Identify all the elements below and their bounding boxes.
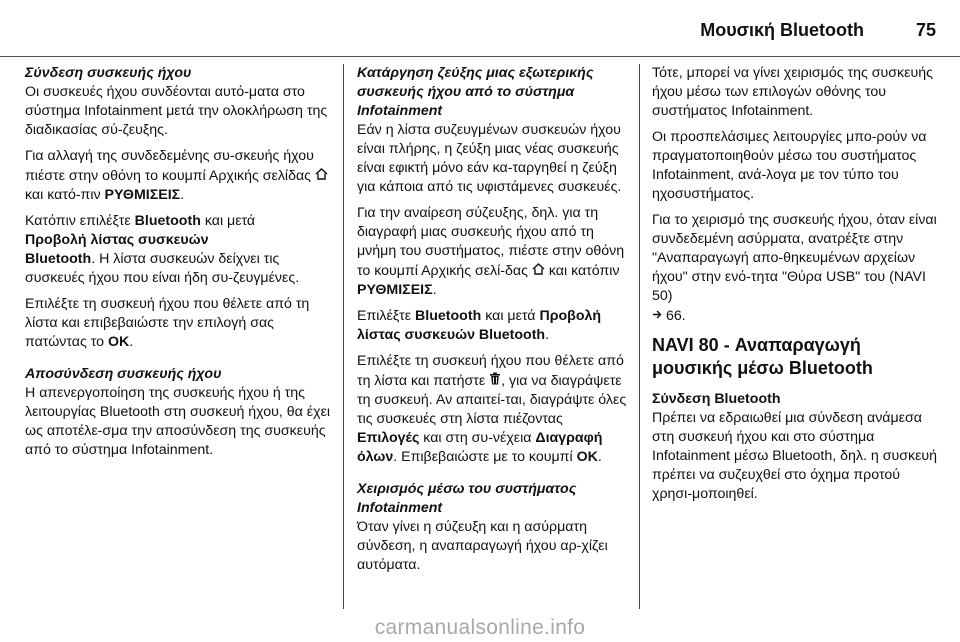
- connect-paragraph: Οι συσκευές ήχου συνδέονται αυτό-ματα στο σύστημα Infotainment μετά την ολοκλήρωση της διαδικασίας σύ-ζευξης.: [25, 84, 328, 138]
- bt-connect-heading: Σύνδεση Bluetooth: [652, 391, 781, 407]
- device-list-label-2: Bluetooth: [25, 251, 92, 267]
- home-icon: [532, 263, 545, 278]
- bluetooth-label: Bluetooth: [134, 213, 201, 229]
- column-2: [357, 64, 627, 582]
- operate-paragraph: Όταν γίνει η σύζευξη και η ασύρματη σύνδεση, η αναπαραγωγή ήχου αρ-χίζει αυτόματα.: [357, 519, 608, 573]
- ok-label: OK: [576, 449, 598, 465]
- column-3: [652, 64, 942, 511]
- select-list-paragraph: Κατόπιν επιλέξτε Bluetooth και μετά Προβολή λίστας συσκευών Bluetooth. Η λίστα συσκευών δείχνει τις συσκευές ήχου που είναι ήδη συ-ζευγμένες.: [25, 213, 300, 286]
- column-1: [25, 64, 331, 467]
- select-device-paragraph: Επιλέξτε τη συσκευή ήχου που θέλετε από τη λίστα και επιβεβαιώστε την επιλογή σας πατώντας το OK.: [25, 296, 310, 350]
- delete-all-label: Διαγραφή όλων: [357, 430, 603, 465]
- change-text-start: Για αλλαγή της συνδεδεμένης συ-σκευής ήχου πιέστε στην οθόνη το κουμπί Αρχικής σελίδας: [25, 148, 315, 184]
- navi80-heading: NAVI 80 - Αναπαραγωγή μουσικής μέσω Bluetooth: [652, 335, 873, 378]
- device-list-label: Προβολή λίστας συσκευών: [25, 232, 209, 248]
- reference-arrow-icon: [652, 308, 662, 323]
- disconnect-heading: Αποσύνδεση συσκευής ήχου: [25, 366, 222, 382]
- column-divider-2: [639, 64, 640, 609]
- change-device-paragraph: Για αλλαγή της συνδεδεμένης συ-σκευής ήχου πιέστε στην οθόνη το κουμπί Αρχικής σελίδας και κατό-πιν ΡΥΘΜΙΣΕΙΣ.: [25, 147, 331, 205]
- delete-device-paragraph: Επιλέξτε τη συσκευή ήχου που θέλετε από τη λίστα και πατήστε , για να διαγράψετε τη συσκευή. Αν απαιτεί-ται, διαγράψτε όλες τις συσκευές στη λίστα πιέζοντας Επιλογές και στη συ-νέχεια Διαγραφή όλων. Επιβεβαιώστε με το κουμπί OK.: [357, 353, 627, 465]
- settings-label: ΡΥΘΜΙΣΕΙΣ: [357, 282, 433, 298]
- unpair-heading: Κατάργηση ζεύξης μιας εξωτερικής συσκευής ήχου από το σύστημα Infotainment: [357, 65, 594, 119]
- home-icon: [315, 168, 328, 183]
- bt-connect-paragraph: Πρέπει να εδραιωθεί μια σύνδεση ανάμεσα στη συσκευή ήχου και στο σύστημα Infotainment μέσω Bluetooth, δηλ. η συσκευή πρέπει να συζευχθεί στο όχημα προτού χρησι-μοποιηθεί.: [652, 410, 938, 502]
- settings-label: ΡΥΘΜΙΣΕΙΣ: [104, 187, 181, 203]
- page-number: 75: [915, 20, 936, 40]
- ok-label: OK: [107, 334, 130, 350]
- trash-icon: [489, 373, 501, 388]
- functions-paragraph: Οι προσπελάσιμες λειτουργίες μπο-ρούν να πραγματοποιηθούν μέσω του συστήματος Infotainment, ανά-λογα με τον τύπο του ηχοσυστήματος.: [652, 129, 927, 202]
- page-reference: 66.: [662, 308, 686, 324]
- options-label: Επιλογές: [357, 430, 420, 446]
- change-text-mid: και κατό-πιν: [25, 187, 105, 203]
- remove-pairing-paragraph: Για την αναίρεση σύζευξης, δηλ. για τη διαγραφή μιας συσκευής ήχου από τη μνήμη του συστήματος, πιέστε στην οθόνη το κουμπί Αρχικής σελί-δας και κατόπιν ΡΥΘΜΙΣΕΙΣ.: [357, 205, 625, 298]
- column-divider-1: [343, 64, 344, 609]
- watermark: carmanualsonline.info: [374, 616, 586, 639]
- bluetooth-label: Bluetooth: [415, 308, 482, 324]
- select-bluetooth-paragraph: Επιλέξτε Bluetooth και μετά Προβολή λίστας συσκευών Bluetooth.: [357, 308, 602, 343]
- header-divider: [0, 56, 960, 57]
- then-paragraph: Τότε, μπορεί να γίνει χειρισμός της συσκευής ήχου μέσω των επιλογών οθόνης του συστήματος Infotainment.: [652, 65, 933, 119]
- connect-heading: Σύνδεση συσκευής ήχου: [25, 65, 192, 81]
- page-header-title: Μουσική Bluetooth: [700, 20, 864, 40]
- operate-device-paragraph: Για το χειρισμό της συσκευής ήχου, όταν είναι συνδεδεμένη ασύρματα, ανατρέξτε στην "Αναπαραγωγή απο-θηκευμένων αρχείων ήχου" στην ενό-τητα "Θύρα USB" του (NAVI 50) 66.: [652, 212, 937, 324]
- operate-heading: Χειρισμός μέσω του συστήματος Infotainment: [357, 481, 577, 516]
- disconnect-paragraph: Η απενεργοποίηση της συσκευής ήχου ή της λειτουργίας Bluetooth στη συσκευή ήχου, θα έχει ως αποτέλε-σμα την αποσύνδεση της συσκευής από το σύστημα Infotainment.: [25, 385, 331, 458]
- unpair-paragraph: Εάν η λίστα συζευγμένων συσκευών ήχου είναι πλήρης, η ζεύξη μιας νέας συσκευής είναι εφικτή μόνο εάν κα-ταργηθεί η ζεύξη για κάποια από τις υφιστάμενες συσκευές.: [357, 122, 622, 195]
- device-list-label: Προβολή λίστας συσκευών Bluetooth: [357, 308, 602, 343]
